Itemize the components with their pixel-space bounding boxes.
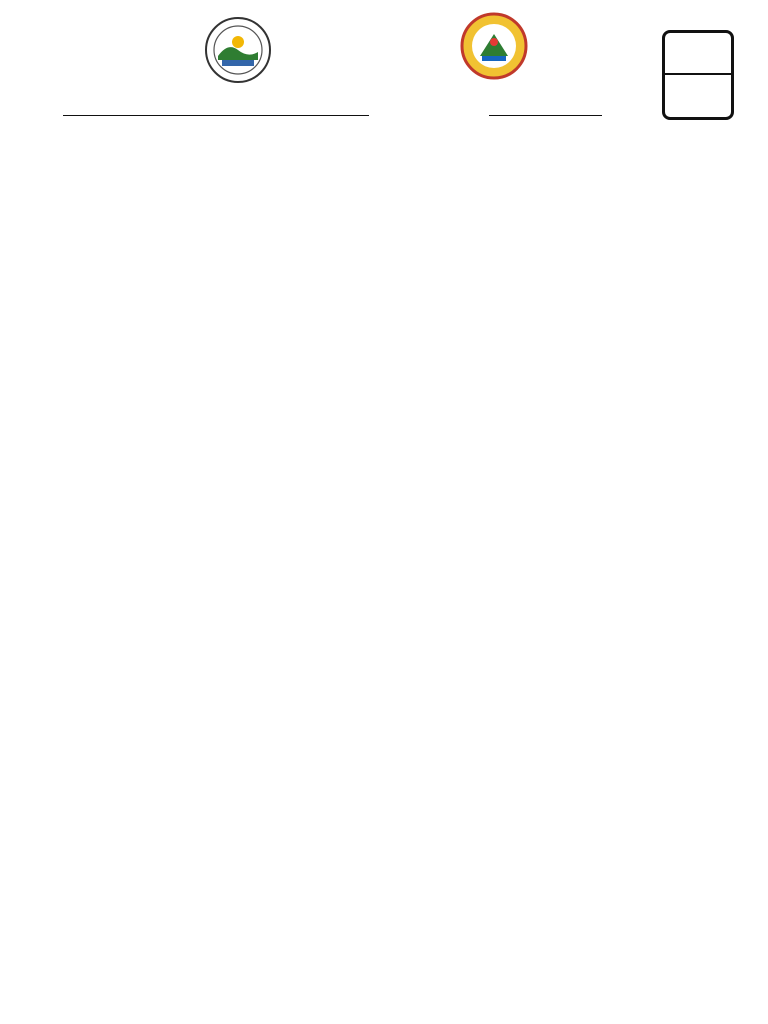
name-field[interactable] [63, 103, 369, 120]
grade-section-field[interactable] [489, 103, 602, 120]
school-logo-icon [460, 12, 528, 80]
school-seal-icon [204, 16, 272, 84]
score-box [662, 30, 734, 120]
